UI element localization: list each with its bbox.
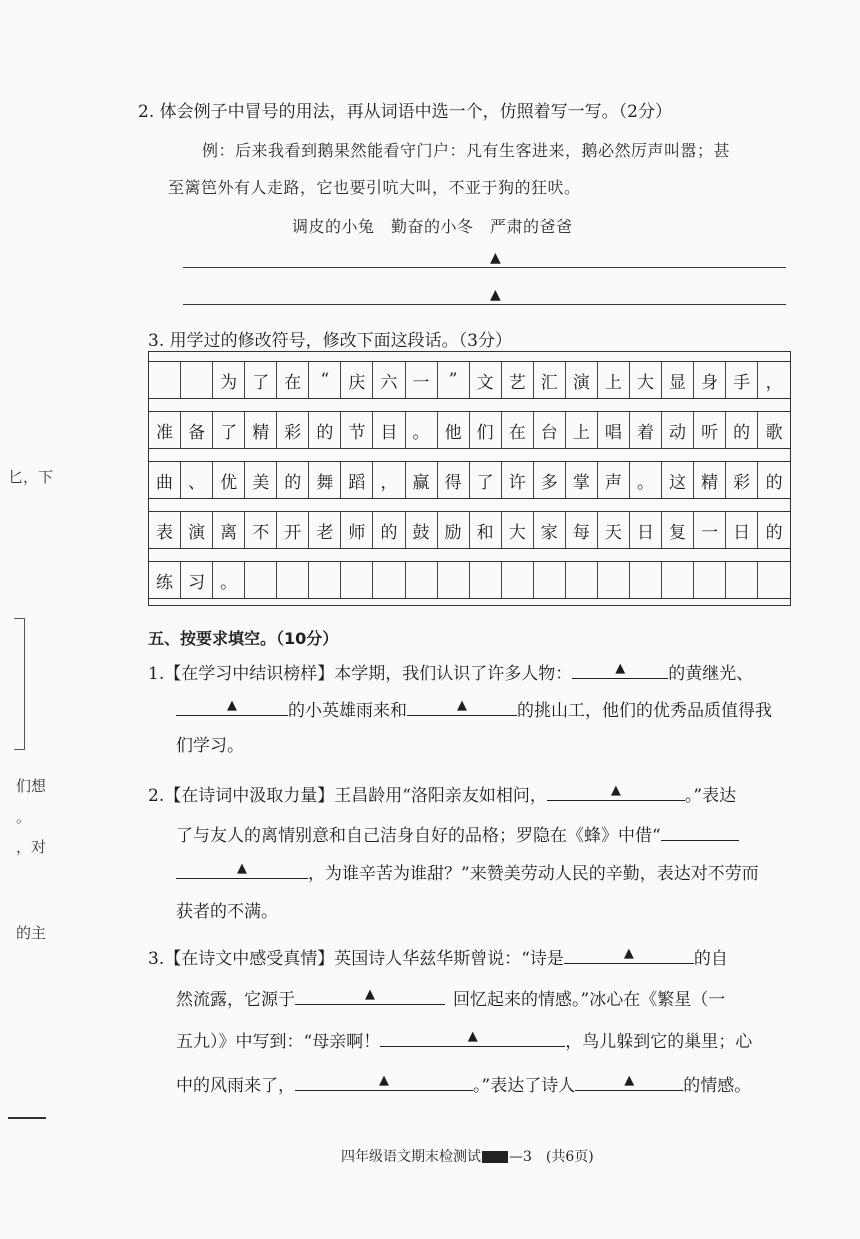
- grid-cell: [373, 562, 405, 598]
- blank-poetry-3[interactable]: [380, 1028, 565, 1047]
- grid-cell: 在: [277, 362, 309, 398]
- grid-cell: 掌: [566, 462, 598, 498]
- grid-cell: 上: [598, 362, 630, 398]
- grid-cell: 表: [149, 512, 181, 548]
- answer-mark: ▲: [610, 783, 621, 798]
- item1-line2: [176, 697, 772, 720]
- item3-text-i: 的情感。: [683, 1076, 752, 1096]
- grid-cell: 手: [726, 362, 758, 398]
- grid-cell: 的: [726, 412, 758, 448]
- grid-cell: 在: [502, 412, 534, 448]
- item2-text-d: ，为谁辛苦为谁甜？”来赞美劳动人民的辛勤，表达对不劳而: [308, 864, 759, 884]
- item1-text-a: 1.【在学习中结识榜样】本学期，我们认识了许多人物：: [148, 664, 573, 684]
- footer-page: —3 (共6页): [509, 1149, 594, 1165]
- grid-cell: [502, 562, 534, 598]
- grid-cell: 着: [630, 412, 662, 448]
- grid-cell: 了: [213, 412, 245, 448]
- item3-text-b: 的自: [693, 949, 728, 969]
- q2-example-line2: 至篱笆外有人走路，它也要引吭大叫，不亚于狗的狂吠。: [168, 178, 581, 197]
- grid-cell: 六: [373, 362, 405, 398]
- blank-poem-2a[interactable]: [661, 822, 739, 841]
- grid-cell: 大: [630, 362, 662, 398]
- page-footer: [341, 1146, 594, 1166]
- grid-cell: [694, 562, 726, 598]
- grid-cell: 舞: [309, 462, 341, 498]
- margin-fragment: 匕，下: [8, 468, 54, 486]
- grid-row-2: [149, 411, 790, 449]
- grid-cell: 听: [694, 412, 726, 448]
- grid-cell: 复: [662, 512, 694, 548]
- grid-cell: [438, 562, 470, 598]
- q2-example-line1: 例：后来我看到鹅果然能看守门户：凡有生客进来，鹅必然厉声叫嚣；甚: [202, 141, 731, 160]
- q2-words: 调皮的小兔 勤奋的小冬 严肃的爸爸: [292, 217, 573, 236]
- grid-cell: 备: [181, 412, 213, 448]
- blank-poetry-1[interactable]: [564, 945, 694, 964]
- grid-cell: [758, 562, 790, 598]
- margin-fragment: 们想: [16, 777, 47, 795]
- margin-fragment: 。: [16, 808, 32, 826]
- grid-cell: 他: [438, 412, 470, 448]
- grid-cell: [598, 562, 630, 598]
- grid-cell: 一: [406, 362, 438, 398]
- grid-cell: 、: [181, 462, 213, 498]
- answer-mark: ▲: [490, 287, 501, 303]
- grid-cell: 精: [694, 462, 726, 498]
- grid-cell: [534, 562, 566, 598]
- grid-cell: 美: [245, 462, 277, 498]
- grid-cell: ”: [438, 362, 470, 398]
- item2-text-c: 了与友人的离情别意和自己洁身自好的品格；罗隐在《蜂》中借“: [176, 826, 661, 846]
- item1-text-c: 的小英雄雨来和: [288, 701, 407, 721]
- answer-line-1[interactable]: [183, 267, 786, 268]
- grid-row-1: [149, 361, 790, 399]
- item3-text-g: 中的风雨来了，: [176, 1076, 295, 1096]
- grid-cell: 日: [630, 512, 662, 548]
- grid-cell: 为: [213, 362, 245, 398]
- item1-text-e: 们学习。: [176, 736, 244, 756]
- q2-title: 2. 体会例子中冒号的用法，再从词语中选一个，仿照着写一写。（2分）: [138, 102, 672, 122]
- grid-cell: [630, 562, 662, 598]
- item2-line2: [176, 822, 739, 845]
- grid-cell: 演: [181, 512, 213, 548]
- blank-poem-1[interactable]: [547, 782, 685, 801]
- grid-cell: 们: [470, 412, 502, 448]
- grid-cell: 的: [373, 512, 405, 548]
- grid-cell: [245, 562, 277, 598]
- grid-cell: 多: [534, 462, 566, 498]
- grid-cell: [149, 362, 181, 398]
- grid-cell: 每: [566, 512, 598, 548]
- grid-cell: 一: [694, 512, 726, 548]
- grid-cell: 演: [566, 362, 598, 398]
- grid-cell: [181, 362, 213, 398]
- grid-cell: 。: [630, 462, 662, 498]
- blank-poetry-4[interactable]: [295, 1072, 473, 1091]
- grid-cell: 优: [213, 462, 245, 498]
- grid-cell: 动: [662, 412, 694, 448]
- item2-line1: [148, 782, 736, 805]
- grid-cell: 大: [502, 512, 534, 548]
- grid-cell: 准: [149, 412, 181, 448]
- item3-text-e: 五九）》中写到：“母亲啊！: [176, 1032, 381, 1052]
- item3-text-d: 回忆起来的情感。”冰心在《繁星（一: [453, 990, 726, 1010]
- grid-cell: 上: [566, 412, 598, 448]
- item1-line1: [148, 660, 753, 683]
- blank-poetry-2[interactable]: [295, 986, 445, 1005]
- item3-text-c: 然流露，它源于: [176, 990, 295, 1010]
- item3-line3: [176, 1028, 752, 1051]
- item1-text-b: 的黄继光、: [668, 664, 754, 684]
- grid-cell: 曲: [149, 462, 181, 498]
- grid-cell: 歌: [765, 422, 783, 443]
- writing-grid: [148, 351, 791, 606]
- grid-cell: [406, 562, 438, 598]
- answer-mark: ▲: [623, 946, 634, 961]
- grid-cell: 台: [534, 412, 566, 448]
- answer-mark: ▲: [237, 861, 247, 876]
- item1-text-d: 的挑山工，他们的优秀品质值得我: [517, 701, 772, 721]
- grid-row-5: [149, 561, 790, 599]
- grid-cell: [662, 562, 694, 598]
- item2-text-e: 获者的不满。: [176, 902, 278, 922]
- grid-cell: 庆: [341, 362, 373, 398]
- answer-mark: ▲: [365, 987, 375, 1002]
- grid-cell: 。: [213, 562, 245, 598]
- grid-cell: 师: [341, 512, 373, 548]
- grid-cell: 了: [470, 462, 502, 498]
- grid-cell: 许: [502, 462, 534, 498]
- grid-cell: 习: [181, 562, 213, 598]
- grid-cell: 的: [765, 472, 783, 493]
- blank-person-1[interactable]: [572, 660, 668, 679]
- grid-cell: 了: [245, 362, 277, 398]
- blank-person-3[interactable]: [407, 697, 517, 716]
- grid-cell: 精: [245, 412, 277, 448]
- answer-mark: ▲: [490, 250, 501, 266]
- grid-cell: 显: [662, 362, 694, 398]
- margin-bracket: [14, 618, 25, 750]
- grid-cell: [470, 562, 502, 598]
- margin-fragment: ，对: [16, 838, 47, 856]
- grid-cell: 蹈: [341, 462, 373, 498]
- grid-cell: “: [309, 362, 341, 398]
- grid-cell: 天: [598, 512, 630, 548]
- grid-row-4: [149, 511, 790, 549]
- grid-cell: 赢: [406, 462, 438, 498]
- margin-fragment: 的主: [16, 924, 47, 942]
- grid-cell: ，: [765, 372, 783, 393]
- grid-cell: 不: [245, 512, 277, 548]
- grid-cell: 文: [470, 362, 502, 398]
- answer-mark: ▲: [615, 661, 626, 676]
- grid-cell: 身: [694, 362, 726, 398]
- item3-line4: [176, 1072, 751, 1095]
- item3-line2: [176, 986, 725, 1009]
- item3-text-a: 3.【在诗文中感受真情】英国诗人华兹华斯曾说：“诗是: [148, 949, 564, 969]
- grid-cell: 和: [470, 512, 502, 548]
- grid-cell: 离: [213, 512, 245, 548]
- answer-mark: ▲: [379, 1073, 389, 1088]
- answer-mark: ▲: [624, 1073, 635, 1088]
- grid-cell: 彩: [726, 462, 758, 498]
- grid-cell: 鼓: [406, 512, 438, 548]
- grid-cell: 的: [277, 462, 309, 498]
- grid-cell: 的: [309, 412, 341, 448]
- item3-text-f: ，鸟儿躲到它的巢里；心: [565, 1032, 753, 1052]
- answer-mark: ▲: [467, 1029, 478, 1044]
- grid-cell: 练: [149, 562, 181, 598]
- grid-cell: [341, 562, 373, 598]
- answer-mark: ▲: [227, 698, 237, 713]
- item2-text-a: 2.【在诗词中汲取力量】王昌龄用“洛阳亲友如相问，: [148, 786, 547, 806]
- grid-cell: 彩: [277, 412, 309, 448]
- footer-title: 四年级语文期末检测试: [341, 1149, 481, 1165]
- grid-cell: 这: [662, 462, 694, 498]
- redaction-block: [482, 1151, 508, 1163]
- grid-cell: [726, 562, 758, 598]
- item2-line3: [176, 860, 759, 883]
- grid-cell: 得: [438, 462, 470, 498]
- grid-row-3: [149, 461, 790, 499]
- grid-cell: 日: [726, 512, 758, 548]
- grid-cell: 汇: [534, 362, 566, 398]
- grid-cell: 节: [341, 412, 373, 448]
- margin-rule: [8, 1117, 46, 1119]
- section5-title: 五、按要求填空。（10分）: [148, 629, 339, 648]
- q3-title: 3. 用学过的修改符号，修改下面这段话。（3分）: [148, 331, 512, 351]
- answer-mark: ▲: [457, 698, 467, 713]
- grid-cell: [277, 562, 309, 598]
- answer-line-2[interactable]: [183, 304, 786, 305]
- grid-cell: 。: [406, 412, 438, 448]
- grid-cell: 老: [309, 512, 341, 548]
- grid-cell: ，: [373, 462, 405, 498]
- item2-text-b: 。”表达: [684, 786, 737, 806]
- blank-poem-2b[interactable]: [176, 860, 308, 879]
- grid-cell: 唱: [598, 412, 630, 448]
- blank-person-2[interactable]: [176, 697, 288, 716]
- grid-cell: 目: [373, 412, 405, 448]
- grid-cell: [566, 562, 598, 598]
- grid-cell: 艺: [502, 362, 534, 398]
- blank-poetry-5[interactable]: [575, 1072, 683, 1091]
- grid-cell: 励: [438, 512, 470, 548]
- grid-cell: 开: [277, 512, 309, 548]
- grid-cell: 家: [534, 512, 566, 548]
- grid-cell: 的: [765, 522, 783, 543]
- item3-text-h: 。”表达了诗人: [473, 1076, 576, 1096]
- item3-line1: [148, 945, 728, 968]
- grid-cell: [309, 562, 341, 598]
- grid-cell: 声: [598, 462, 630, 498]
